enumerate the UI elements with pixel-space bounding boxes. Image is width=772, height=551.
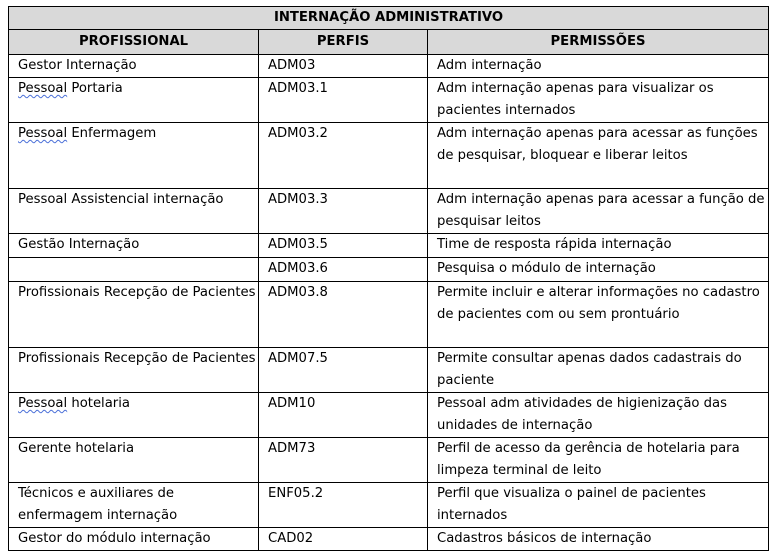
table-header-row <box>9 30 769 55</box>
table-row <box>9 123 769 189</box>
cell-profissional <box>9 348 259 393</box>
cell-perfil: ADM03.5 <box>259 234 428 258</box>
table-row <box>9 189 769 234</box>
spellcheck-flagged-word: Pessoal <box>18 126 68 141</box>
table-body <box>9 55 769 551</box>
cell-permissao: Adm internação apenas para acessar a função de pesquisar leitos <box>428 189 769 234</box>
table-row <box>9 483 769 528</box>
cell-permissao: Adm internação <box>428 55 769 78</box>
spellcheck-flagged-word: Pessoal <box>18 396 68 411</box>
cell-permissao: Perfil que visualiza o painel de pacientes internados <box>428 483 769 528</box>
table-row <box>9 348 769 393</box>
cell-profissional <box>9 55 259 78</box>
cell-profissional <box>9 189 259 234</box>
cell-profissional <box>9 528 259 551</box>
cell-perfil: ADM73 <box>259 438 428 483</box>
cell-permissao: Pessoal adm atividades de higienização das unidades de internação <box>428 393 769 438</box>
table-row <box>9 258 769 282</box>
cell-profissional <box>9 483 259 528</box>
cell-permissao: Permite consultar apenas dados cadastrais do paciente <box>428 348 769 393</box>
cell-permissao: Perfil de acesso da gerência de hotelaria para limpeza terminal de leito <box>428 438 769 483</box>
table-title-row <box>9 7 769 30</box>
table-row <box>9 234 769 258</box>
profissional-text: Enfermagem <box>67 126 157 141</box>
cell-perfil: ADM07.5 <box>259 348 428 393</box>
cell-permissao: Cadastros básicos de internação <box>428 528 769 551</box>
cell-profissional <box>9 123 259 189</box>
header-profissional: PROFISSIONAL <box>9 30 259 55</box>
cell-profissional <box>9 258 259 282</box>
table-row <box>9 438 769 483</box>
spellcheck-flagged-word: Pessoal <box>18 81 68 96</box>
cell-perfil: ADM03.8 <box>259 282 428 348</box>
cell-profissional <box>9 234 259 258</box>
permissions-table <box>8 6 769 551</box>
profissional-text: Profissionais Recepção de Pacientes <box>18 351 256 366</box>
table-row <box>9 528 769 551</box>
cell-profissional <box>9 78 259 123</box>
cell-perfil: ADM10 <box>259 393 428 438</box>
profissional-text: Portaria <box>67 81 123 96</box>
table-row <box>9 282 769 348</box>
profissional-text: Pessoal Assistencial internação <box>18 192 224 207</box>
header-perfis: PERFIS <box>259 30 428 55</box>
cell-permissao: Adm internação apenas para acessar as funções de pesquisar, bloquear e liberar leitos <box>428 123 769 189</box>
profissional-text: Gerente hotelaria <box>18 441 135 456</box>
table-row <box>9 393 769 438</box>
cell-perfil: ADM03.2 <box>259 123 428 189</box>
profissional-text: Técnicos e auxiliares de enfermagem internação <box>18 486 178 523</box>
profissional-text: Gestor Internação <box>18 58 137 73</box>
cell-perfil: ENF05.2 <box>259 483 428 528</box>
cell-profissional <box>9 282 259 348</box>
cell-permissao: Adm internação apenas para visualizar os pacientes internados <box>428 78 769 123</box>
cell-permissao: Permite incluir e alterar informações no cadastro de pacientes com ou sem prontuário <box>428 282 769 348</box>
cell-profissional <box>9 393 259 438</box>
header-permissoes: PERMISSÕES <box>428 30 769 55</box>
cell-perfil: ADM03.6 <box>259 258 428 282</box>
table-title: INTERNAÇÃO ADMINISTRATIVO <box>9 7 769 30</box>
cell-permissao: Time de resposta rápida internação <box>428 234 769 258</box>
profissional-text: hotelaria <box>67 396 130 411</box>
cell-profissional <box>9 438 259 483</box>
cell-permissao: Pesquisa o módulo de internação <box>428 258 769 282</box>
table-row <box>9 78 769 123</box>
profissional-text: Profissionais Recepção de Pacientes <box>18 285 256 300</box>
cell-perfil: ADM03.1 <box>259 78 428 123</box>
table-row <box>9 55 769 78</box>
cell-perfil: CAD02 <box>259 528 428 551</box>
profissional-text: Gestor do módulo internação <box>18 531 211 546</box>
cell-perfil: ADM03 <box>259 55 428 78</box>
cell-perfil: ADM03.3 <box>259 189 428 234</box>
permissions-document <box>8 6 769 551</box>
profissional-text: Gestão Internação <box>18 237 140 252</box>
